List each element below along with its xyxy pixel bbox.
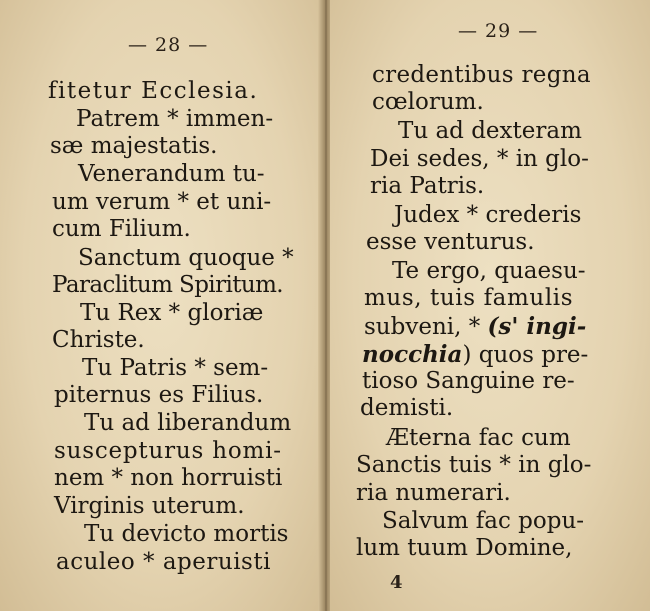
text-line: cœlorum. [372, 89, 484, 115]
right-page-number: — 29 — [458, 20, 539, 42]
text-line: piternus es Filius. [54, 382, 264, 408]
text-line: fitetur Ecclesia. [48, 78, 259, 104]
italic-span: nocchia [362, 341, 463, 368]
text-span: ) quos pre- [462, 342, 589, 368]
text-line: esse venturus. [366, 229, 535, 255]
text-line: Judex * crederis [394, 202, 582, 228]
right-page [330, 0, 650, 611]
text-line: cum Filium. [52, 216, 191, 242]
text-line: aculeo * aperuisti [56, 549, 271, 575]
text-line [364, 313, 586, 341]
text-span: subveni, * [364, 314, 488, 340]
text-line: Tu ad dexteram [398, 118, 582, 144]
text-line: Venerandum tu- [78, 161, 265, 187]
text-line: Christe. [52, 327, 145, 353]
text-line: demisti. [360, 395, 454, 421]
text-line: Salvum fac popu- [382, 508, 585, 534]
text-line: Virginis uterum. [54, 493, 245, 519]
text-line: Patrem * immen- [76, 106, 274, 132]
text-line: tioso Sanguine re- [362, 368, 575, 394]
text-line: nem * non horruisti [54, 465, 283, 491]
text-line: sæ majestatis. [50, 133, 218, 159]
text-line: suscepturus homi- [54, 438, 282, 464]
text-line: Æterna fac cum [386, 425, 571, 451]
text-line: Tu ad liberandum [84, 410, 292, 436]
text-line: mus, tuis famulis [364, 285, 574, 311]
left-page [0, 0, 322, 611]
text-line: Tu devicto mortis [84, 521, 289, 547]
italic-span: (s' ingi- [487, 313, 587, 340]
text-line [362, 341, 588, 369]
text-line: um verum * et uni- [52, 189, 272, 215]
left-page-number: — 28 — [128, 34, 209, 56]
text-line: lum tuum Domine, [356, 535, 573, 561]
text-line: Sanctum quoque * [78, 245, 294, 271]
text-line: ria numerari. [356, 480, 511, 506]
text-line: Tu Rex * gloriæ [80, 300, 264, 326]
text-line: Paraclitum Spiritum. [52, 272, 283, 298]
text-line: Tu Patris * sem- [82, 355, 269, 381]
text-line: Dei sedes, * in glo- [370, 146, 589, 172]
text-line: credentibus regna [372, 62, 591, 88]
text-line: Te ergo, quaesu- [392, 258, 586, 284]
text-line: ria Patris. [370, 173, 485, 199]
text-line: Sanctis tuis * in glo- [356, 452, 592, 478]
signature-mark: 4 [390, 572, 403, 593]
